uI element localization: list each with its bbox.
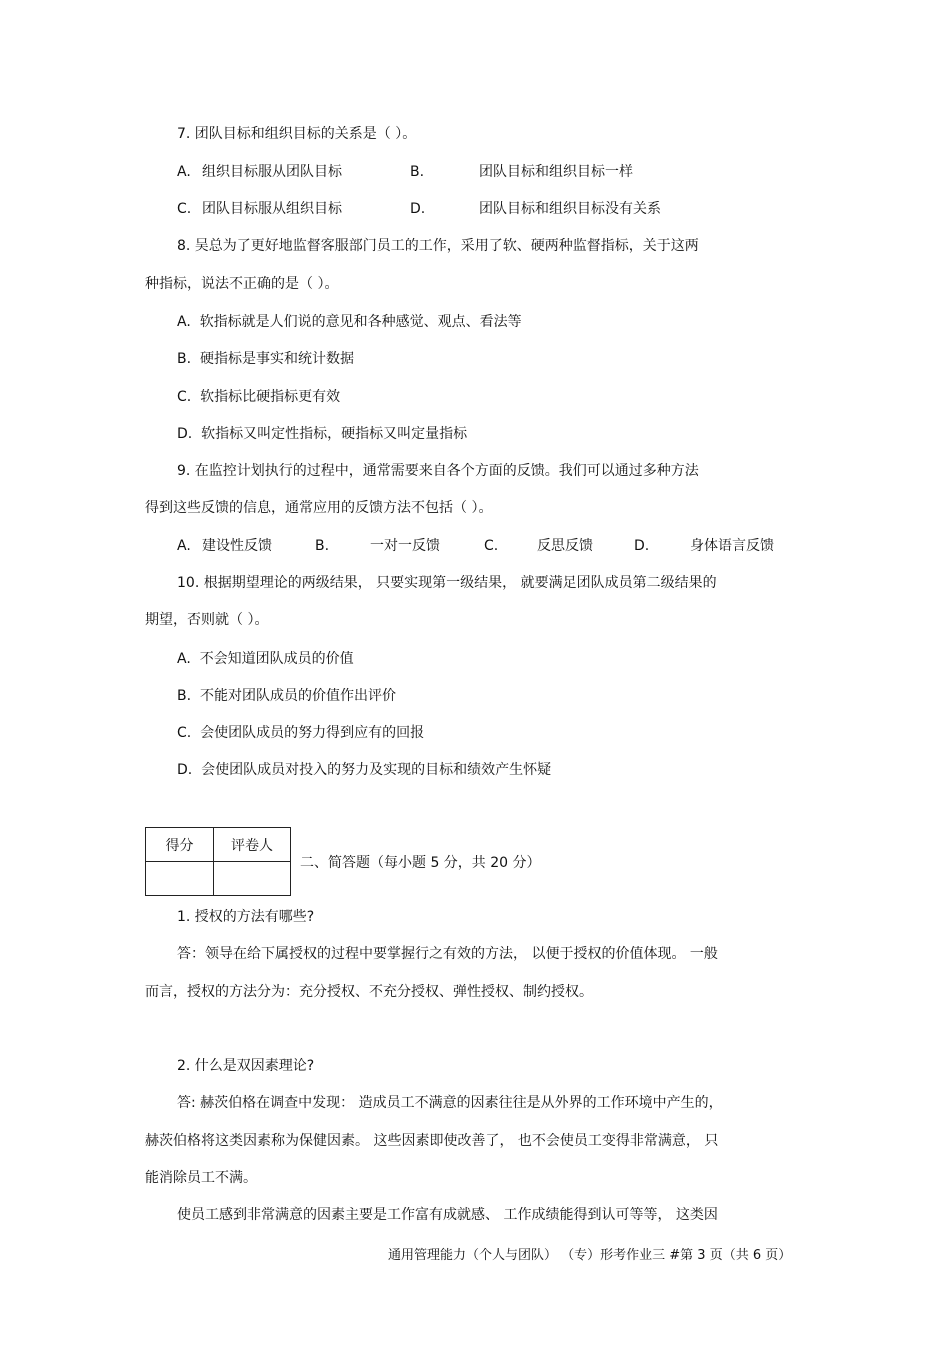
q8-option-a: [177, 312, 522, 332]
score-table: [145, 827, 291, 896]
q10-option-b-letter: B.: [177, 688, 192, 704]
q8-option-b-text: 硬指标是事实和统计数据: [199, 351, 354, 367]
q7-option-b-letter: B.: [410, 164, 425, 180]
section2-answer-1-line1: 答：领导在给下属授权的过程中要掌握行之有效的方法， 以便于授权的价值体现。 一般: [177, 946, 718, 962]
q10-option-a-text: 不会知道团队成员的价值: [199, 651, 354, 667]
q10-option-b-text: 不能对团队成员的价值作出评价: [199, 688, 396, 704]
question-9-stem-line2: 得到这些反馈的信息，通常应用的反馈方法不包括（ ）。: [145, 500, 493, 516]
q8-option-b: [177, 349, 354, 369]
score-header: 得分: [146, 828, 214, 862]
section2-answer-1-line2: 而言，授权的方法分为：充分授权、不充分授权、弹性授权、制约授权。: [145, 984, 593, 1000]
q9-option-c-text: 反思反馈: [537, 538, 593, 554]
section-2-title: 二、简答题（每小题 5 分，共 20 分）: [300, 855, 541, 871]
q10-option-d: [177, 760, 551, 780]
section2-answer-2-line2: 赫茨伯格将这类因素称为保健因素。 这些因素即使改善了， 也不会使员工变得非常满意， 只: [145, 1133, 719, 1149]
section2-question-1: 1. 授权的方法有哪些?: [177, 909, 315, 925]
q10-option-a: [177, 649, 354, 669]
q9-option-c-letter: C.: [484, 538, 499, 554]
q8-option-a-letter: A.: [177, 314, 191, 330]
section2-answer-2-line3: 能消除员工不满。: [145, 1170, 257, 1186]
section2-answer-2-line1: 答: 赫茨伯格在调查中发现： 造成员工不满意的因素往往是从外界的工作环境中产生的，: [177, 1095, 723, 1111]
question-8-stem-line2: 种指标，说法不正确的是（ ）。: [145, 276, 339, 292]
page-footer: 通用管理能力（个人与团队） （专）形考作业三 #第 3 页（共 6 页）: [388, 1248, 792, 1263]
q7-option-c-letter: C.: [177, 201, 192, 217]
q8-option-d-text: 软指标又叫定性指标，硬指标又叫定量指标: [201, 426, 468, 442]
q8-option-c-letter: C.: [177, 389, 192, 405]
q10-option-c: [177, 723, 424, 743]
q8-option-c-text: 软指标比硬指标更有效: [200, 389, 341, 405]
q8-option-b-letter: B.: [177, 351, 192, 367]
q8-option-d: [177, 424, 467, 444]
q9-option-d-text: 身体语言反馈: [690, 538, 774, 554]
q10-option-b: [177, 686, 396, 706]
question-7-stem: 7. 团队目标和组织目标的关系是（ ）。: [177, 126, 417, 142]
q9-option-a-letter: A.: [177, 538, 191, 554]
q10-option-a-letter: A.: [177, 651, 191, 667]
q7-option-d-text: 团队目标和组织目标没有关系: [479, 201, 661, 217]
q8-option-a-text: 软指标就是人们说的意见和各种感觉、观点、看法等: [199, 314, 522, 330]
q9-option-d-letter: D.: [634, 538, 650, 554]
q10-option-d-text: 会使团队成员对投入的努力及实现的目标和绩效产生怀疑: [201, 762, 552, 778]
question-10-stem-line2: 期望，否则就（ ）。: [145, 612, 269, 628]
q7-option-b-text: 团队目标和组织目标一样: [479, 164, 633, 180]
section2-answer-2-line4: 使员工感到非常满意的因素主要是工作富有成就感、 工作成绩能得到认可等等， 这类因: [177, 1207, 718, 1223]
q9-option-b-letter: B.: [315, 538, 330, 554]
grader-cell[interactable]: [214, 862, 291, 896]
question-9-stem-line1: 9. 在监控计划执行的过程中，通常需要来自各个方面的反馈。我们可以通过多种方法: [177, 463, 699, 479]
section2-question-2: 2. 什么是双因素理论?: [177, 1058, 315, 1074]
q7-option-a-text: 组织目标服从团队目标: [202, 164, 342, 180]
question-8-stem-line1: 8. 吴总为了更好地监督客服部门员工的工作，采用了软、硬两种监督指标，关于这两: [177, 238, 699, 254]
q10-option-c-text: 会使团队成员的努力得到应有的回报: [200, 725, 425, 741]
q7-option-c-text: 团队目标服从组织目标: [202, 201, 342, 217]
q10-option-c-letter: C.: [177, 725, 192, 741]
q9-option-a-text: 建设性反馈: [202, 538, 272, 554]
q7-option-d-letter: D.: [410, 201, 426, 217]
q7-option-a-letter: A.: [177, 164, 191, 180]
q9-option-b-text: 一对一反馈: [370, 538, 440, 554]
question-10-stem-line1: 10. 根据期望理论的两级结果， 只要实现第一级结果， 就要满足团队成员第二级结果的: [177, 575, 717, 591]
q8-option-d-letter: D.: [177, 426, 193, 442]
grader-header: 评卷人: [214, 828, 291, 862]
score-cell[interactable]: [146, 862, 214, 896]
q8-option-c: [177, 387, 340, 407]
q10-option-d-letter: D.: [177, 762, 193, 778]
